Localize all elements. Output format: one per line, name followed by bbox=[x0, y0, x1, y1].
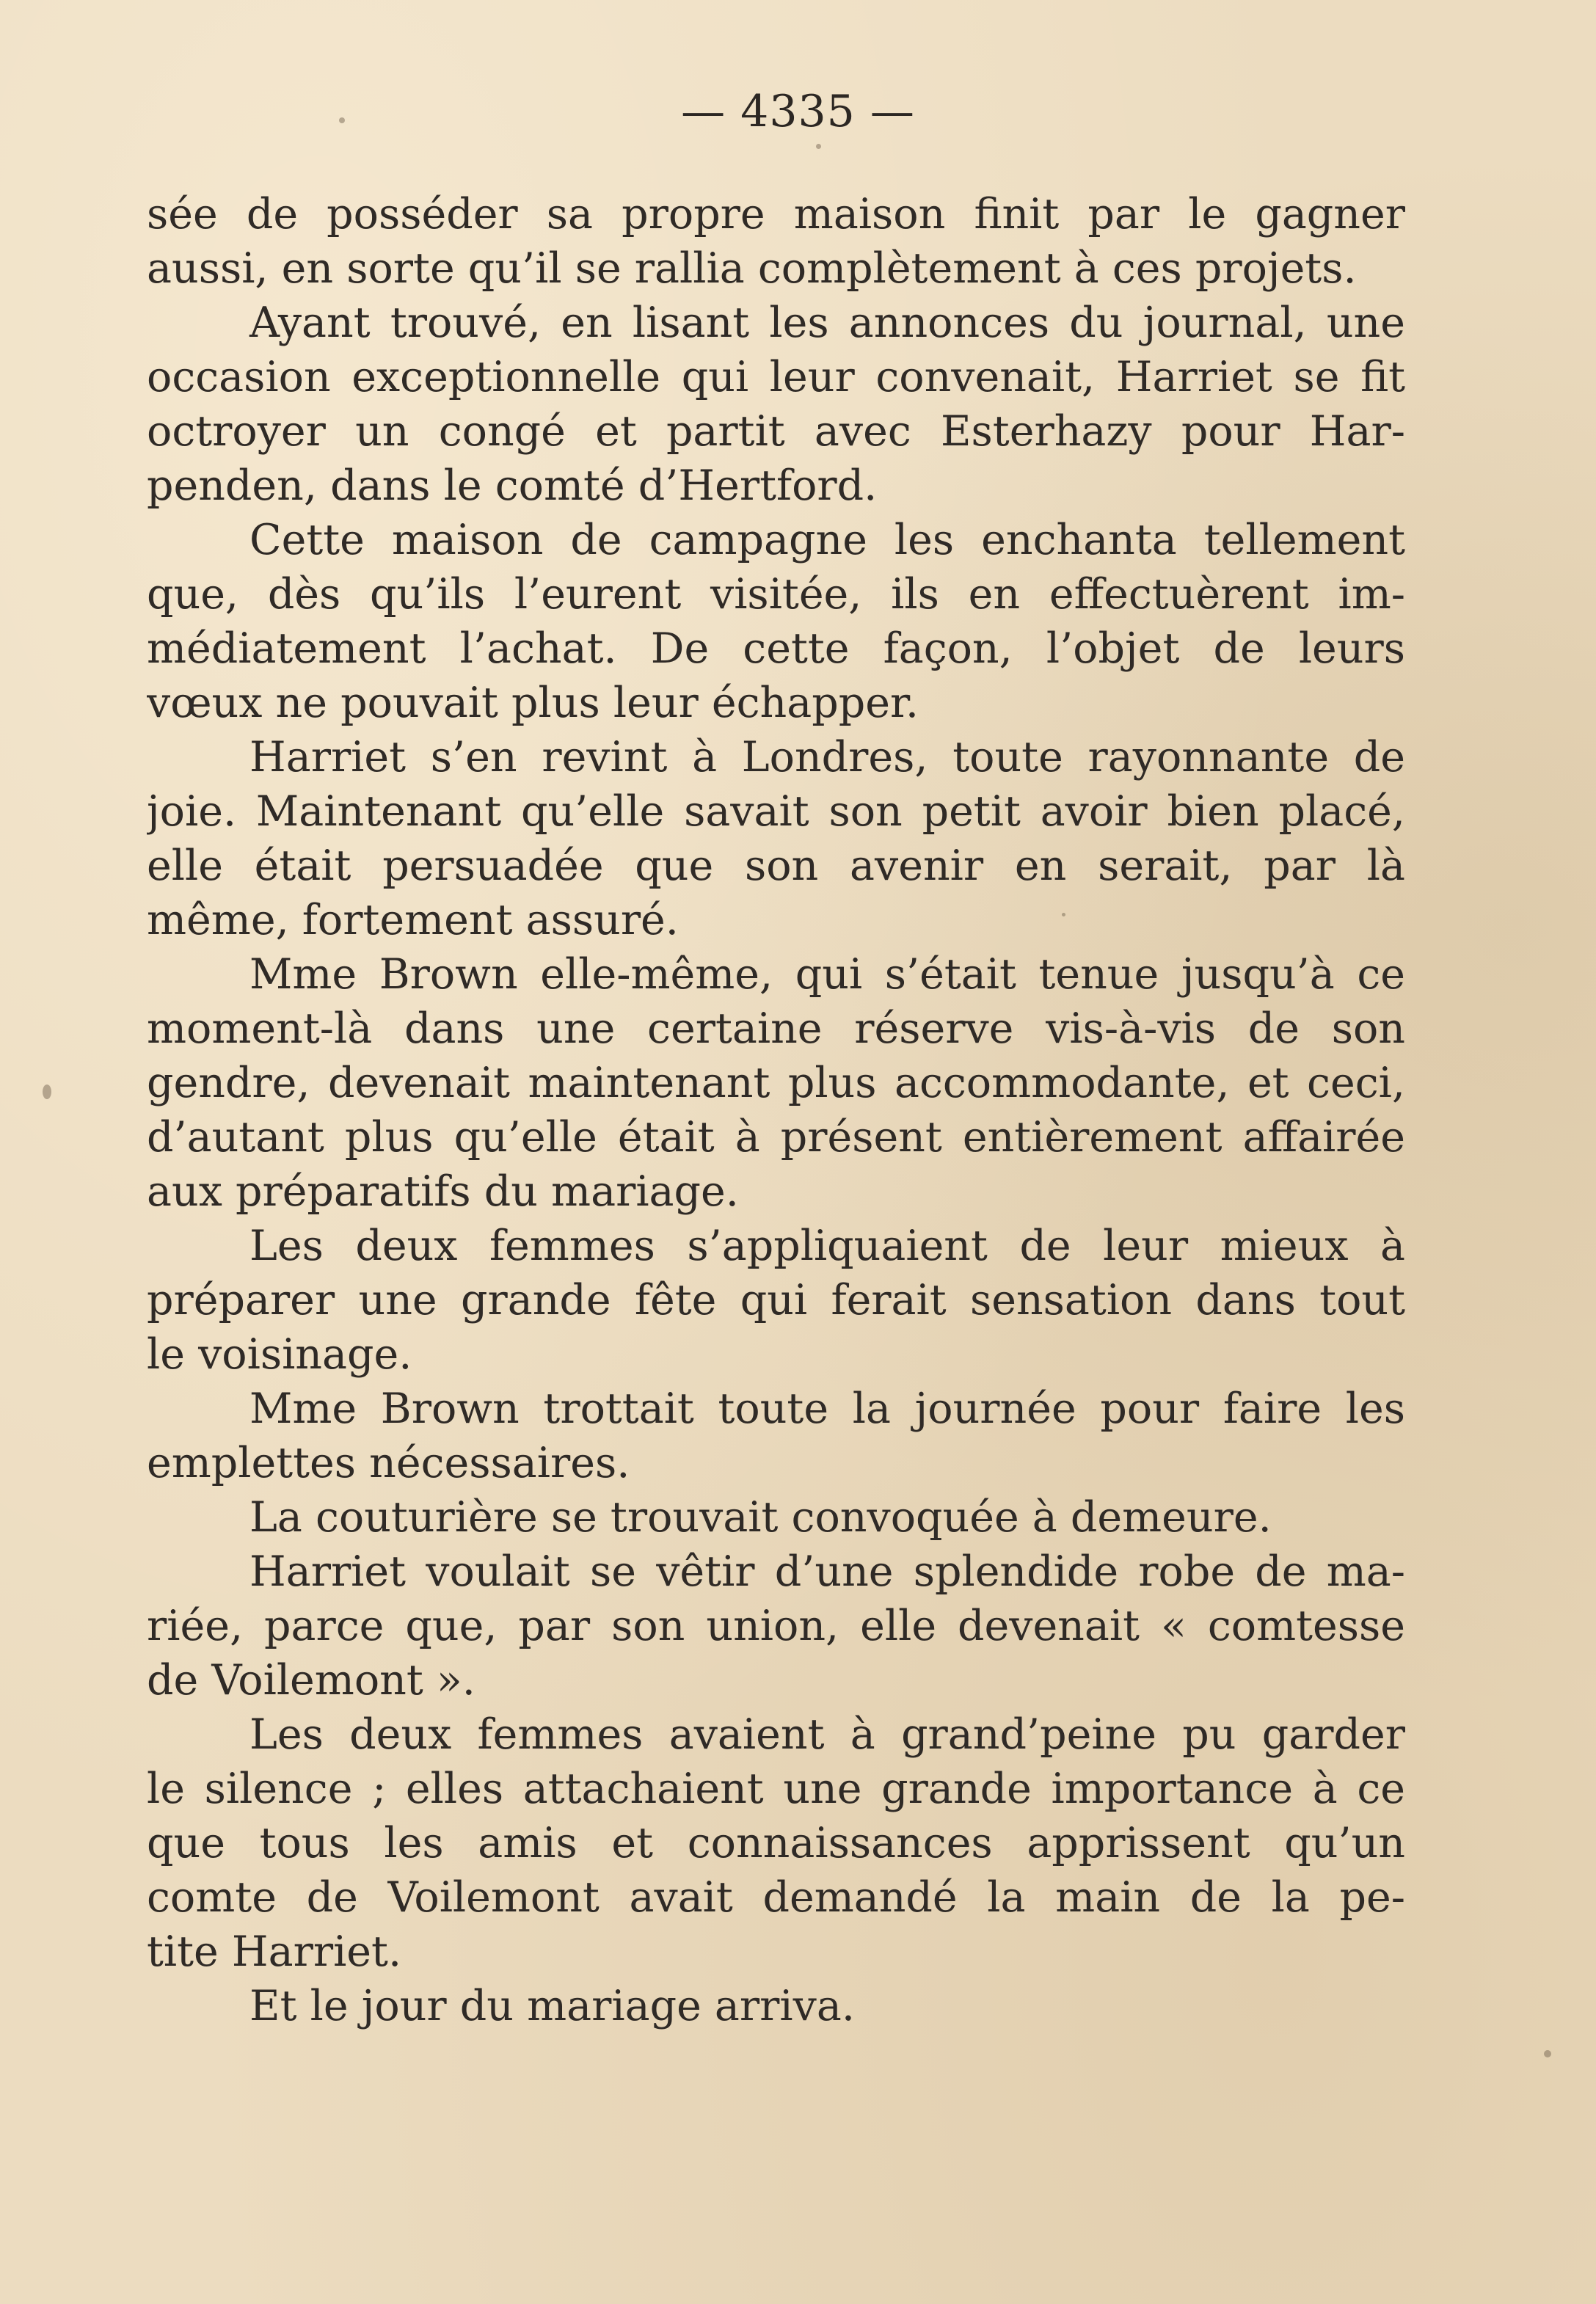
text-line: le voisinage. bbox=[147, 1330, 412, 1379]
text-line: occasion exceptionnelle qui leur convenait, Harriet se fit bbox=[147, 353, 1405, 401]
text-line: d’autant plus qu’elle était à présent entièrement affairée bbox=[147, 1113, 1405, 1162]
text-line: vœux ne pouvait plus leur échapper. bbox=[147, 679, 919, 727]
paper-speck bbox=[1544, 2050, 1551, 2057]
page-number: — 4335 — bbox=[681, 86, 915, 137]
text-line: de Voilemont ». bbox=[147, 1656, 475, 1705]
text-line: riée, parce que, par son union, elle devenait « comtesse bbox=[147, 1602, 1405, 1650]
text-line: Mme Brown elle-même, qui s’était tenue jusqu’à ce bbox=[249, 950, 1405, 999]
text-line: Harriet voulait se vêtir d’une splendide robe de ma- bbox=[249, 1547, 1405, 1596]
text-line: sée de posséder sa propre maison finit par le gagner bbox=[147, 190, 1405, 238]
text-line: comte de Voilemont avait demandé la main de la pe- bbox=[147, 1873, 1405, 1922]
text-line: Cette maison de campagne les enchanta tellement bbox=[249, 516, 1405, 564]
text-line: Ayant trouvé, en lisant les annonces du journal, une bbox=[249, 299, 1405, 347]
text-line: elle était persuadée que son avenir en serait, par là bbox=[147, 842, 1405, 890]
text-line: que tous les amis et connaissances apprissent qu’un bbox=[147, 1819, 1405, 1867]
text-line: même, fortement assuré. bbox=[147, 896, 679, 944]
text-line: emplettes nécessaires. bbox=[147, 1439, 630, 1487]
text-line: Et le jour du mariage arriva. bbox=[249, 1982, 855, 2030]
text-line: Mme Brown trottait toute la journée pour faire les bbox=[249, 1385, 1405, 1433]
text-line: tite Harriet. bbox=[147, 1928, 402, 1976]
text-line: le silence ; elles attachaient une grande importance à ce bbox=[147, 1765, 1405, 1813]
paper-speck bbox=[339, 117, 345, 123]
text-line: préparer une grande fête qui ferait sensation dans tout bbox=[147, 1276, 1405, 1324]
text-line: moment-là dans une certaine réserve vis-à-vis de son bbox=[147, 1005, 1405, 1053]
text-line: gendre, devenait maintenant plus accommodante, et ceci, bbox=[147, 1059, 1405, 1107]
text-line: Les deux femmes s’appliquaient de leur mieux à bbox=[249, 1222, 1405, 1270]
paper-speck bbox=[816, 144, 821, 149]
paper-speck bbox=[43, 1084, 51, 1099]
text-line: La couturière se trouvait convoquée à demeure. bbox=[249, 1493, 1272, 1542]
text-line: médiatement l’achat. De cette façon, l’objet de leurs bbox=[147, 624, 1405, 673]
text-line: aux préparatifs du mariage. bbox=[147, 1167, 739, 1216]
text-line: penden, dans le comté d’Hertford. bbox=[147, 462, 878, 510]
text-line: aussi, en sorte qu’il se rallia complètement à ces projets. bbox=[147, 244, 1357, 293]
text-line: que, dès qu’ils l’eurent visitée, ils en effectuèrent im- bbox=[147, 570, 1405, 619]
text-line: joie. Maintenant qu’elle savait son petit avoir bien placé, bbox=[147, 787, 1405, 836]
paper-speck bbox=[1062, 913, 1065, 916]
text-line: octroyer un congé et partit avec Esterhazy pour Har- bbox=[147, 407, 1405, 456]
text-line: Harriet s’en revint à Londres, toute rayonnante de bbox=[249, 733, 1405, 781]
text-line: Les deux femmes avaient à grand’peine pu garder bbox=[249, 1710, 1405, 1759]
